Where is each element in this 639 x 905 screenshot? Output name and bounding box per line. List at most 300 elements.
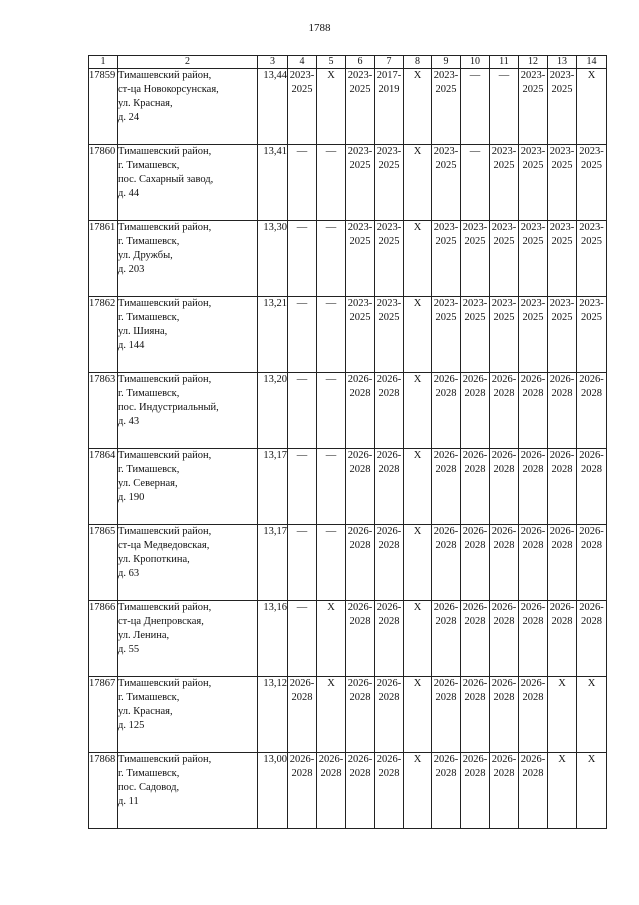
period-cell <box>375 69 404 145</box>
address-line: г. Тимашевск, <box>118 692 180 703</box>
address-line: д. 190 <box>118 492 145 503</box>
period-start: 2023- <box>376 298 402 309</box>
period-start: 2023- <box>549 146 575 157</box>
period-cell <box>490 297 519 373</box>
period-start: 2026- <box>579 526 604 537</box>
period-start: 2026- <box>462 678 488 689</box>
period-cell <box>577 145 607 221</box>
period-cell: X <box>404 753 432 829</box>
period-cell <box>548 297 577 373</box>
address-line: пос. Садовод, <box>118 782 180 793</box>
period-start: 2026- <box>433 602 459 613</box>
address-line: Тимашевский район, <box>118 374 212 385</box>
period-cell <box>548 449 577 525</box>
header-row <box>89 56 607 69</box>
row-number: 17868 <box>89 753 118 829</box>
period-cell <box>375 145 404 221</box>
address-line: Тимашевский район, <box>118 602 212 613</box>
period-cell <box>548 601 577 677</box>
period-end: 2025 <box>493 236 515 247</box>
period-end: 2025 <box>522 84 544 95</box>
period-cell: X <box>404 145 432 221</box>
column-header: 5 <box>317 56 346 69</box>
period-cell: X <box>404 221 432 297</box>
period-start: 2026- <box>318 754 344 765</box>
period-end: 2028 <box>522 540 544 551</box>
page-number: 1788 <box>308 22 331 34</box>
address-cell <box>118 69 258 145</box>
row-number: 17864 <box>89 449 118 525</box>
table-row <box>89 449 607 525</box>
period-start: 2026- <box>433 678 459 689</box>
period-end: 2028 <box>522 616 544 627</box>
period-end: 2028 <box>551 464 573 475</box>
period-end: 2025 <box>435 84 457 95</box>
period-cell <box>432 753 461 829</box>
column-header: 6 <box>346 56 375 69</box>
address-line: ст-ца Днепровская, <box>118 616 204 627</box>
period-start: 2023- <box>376 146 402 157</box>
period-cell <box>461 449 490 525</box>
period-start: 2026- <box>491 450 517 461</box>
period-end: 2028 <box>435 616 457 627</box>
period-end: 2028 <box>581 388 602 399</box>
period-end: 2028 <box>464 388 486 399</box>
period-end: 2028 <box>378 692 400 703</box>
address-line: ст-ца Новокорсунская, <box>118 84 219 95</box>
period-end: 2025 <box>493 312 515 323</box>
period-cell: — <box>490 69 519 145</box>
period-end: 2028 <box>581 464 602 475</box>
period-start: 2023- <box>491 222 517 233</box>
address-line: д. 24 <box>118 112 140 123</box>
period-end: 2025 <box>435 160 457 171</box>
period-cell <box>288 753 317 829</box>
period-cell: — <box>317 297 346 373</box>
period-cell <box>461 601 490 677</box>
period-start: 2026- <box>491 374 517 385</box>
address-line: д. 63 <box>118 568 140 579</box>
period-end: 2028 <box>349 768 371 779</box>
period-start: 2026- <box>289 678 315 689</box>
value-cell: 13,30 <box>258 221 288 297</box>
period-cell <box>577 449 607 525</box>
period-end: 2028 <box>291 768 313 779</box>
period-start: 2026- <box>433 374 459 385</box>
address-line: д. 44 <box>118 188 140 199</box>
period-cell <box>346 145 375 221</box>
period-start: 2023- <box>433 70 459 81</box>
period-start: 2026- <box>520 374 546 385</box>
period-end: 2025 <box>581 312 602 323</box>
period-cell <box>577 373 607 449</box>
address-line: г. Тимашевск, <box>118 160 180 171</box>
period-start: 2023- <box>289 70 315 81</box>
address-line: Тимашевский район, <box>118 526 212 537</box>
column-header: 1 <box>89 56 118 69</box>
period-cell: X <box>404 297 432 373</box>
period-start: 2026- <box>376 754 402 765</box>
period-cell <box>548 373 577 449</box>
period-start: 2026- <box>347 602 373 613</box>
address-line: д. 43 <box>118 416 140 427</box>
period-cell: — <box>317 145 346 221</box>
address-line: д. 203 <box>118 264 145 275</box>
period-end: 2028 <box>464 616 486 627</box>
value-cell: 13,17 <box>258 449 288 525</box>
period-end: 2025 <box>435 236 457 247</box>
period-end: 2028 <box>493 464 515 475</box>
period-end: 2025 <box>522 236 544 247</box>
period-cell: X <box>548 677 577 753</box>
period-start: 2023- <box>347 222 373 233</box>
address-cell <box>118 677 258 753</box>
period-cell: X <box>577 677 607 753</box>
period-start: 2026- <box>347 678 373 689</box>
period-cell <box>577 525 607 601</box>
period-end: 2028 <box>378 616 400 627</box>
table-row <box>89 525 607 601</box>
period-cell <box>490 753 519 829</box>
period-start: 2026- <box>347 754 373 765</box>
table-row <box>89 69 607 145</box>
period-cell <box>346 297 375 373</box>
period-start: 2023- <box>520 70 546 81</box>
address-line: Тимашевский район, <box>118 678 212 689</box>
period-start: 2026- <box>376 602 402 613</box>
address-line: Тимашевский район, <box>118 450 212 461</box>
period-end: 2028 <box>464 768 486 779</box>
period-end: 2028 <box>581 540 602 551</box>
period-start: 2026- <box>520 450 546 461</box>
period-cell: X <box>404 373 432 449</box>
period-start: 2023- <box>549 70 575 81</box>
address-line: Тимашевский район, <box>118 298 212 309</box>
value-cell: 13,41 <box>258 145 288 221</box>
period-cell <box>375 753 404 829</box>
period-end: 2025 <box>378 236 400 247</box>
period-end: 2028 <box>464 540 486 551</box>
value-cell: 13,20 <box>258 373 288 449</box>
period-cell <box>346 601 375 677</box>
period-cell <box>577 601 607 677</box>
period-cell <box>519 145 548 221</box>
period-end: 2028 <box>435 388 457 399</box>
period-end: 2028 <box>493 768 515 779</box>
period-cell <box>432 601 461 677</box>
period-cell <box>346 221 375 297</box>
period-cell: X <box>317 601 346 677</box>
table-row <box>89 601 607 677</box>
address-cell <box>118 145 258 221</box>
table-row <box>89 297 607 373</box>
column-header: 10 <box>461 56 490 69</box>
period-cell: X <box>404 601 432 677</box>
row-number: 17861 <box>89 221 118 297</box>
period-start: 2023- <box>491 298 517 309</box>
period-cell: X <box>317 69 346 145</box>
row-number: 17859 <box>89 69 118 145</box>
period-end: 2028 <box>581 616 602 627</box>
address-line: ул. Красная, <box>118 706 173 717</box>
period-start: 2023- <box>462 222 488 233</box>
period-end: 2028 <box>378 768 400 779</box>
period-end: 2028 <box>378 464 400 475</box>
period-start: 2026- <box>347 450 373 461</box>
address-cell <box>118 753 258 829</box>
period-start: 2023- <box>433 222 459 233</box>
period-start: 2026- <box>433 450 459 461</box>
address-line: г. Тимашевск, <box>118 312 180 323</box>
period-start: 2026- <box>549 526 575 537</box>
period-end: 2028 <box>349 616 371 627</box>
period-start: 2026- <box>376 450 402 461</box>
period-cell: X <box>317 677 346 753</box>
period-end: 2025 <box>493 160 515 171</box>
period-end: 2025 <box>349 236 371 247</box>
period-cell <box>346 753 375 829</box>
period-start: 2023- <box>433 146 459 157</box>
address-line: ул. Дружбы, <box>118 250 173 261</box>
table-row <box>89 221 607 297</box>
period-start: 2023- <box>520 298 546 309</box>
period-start: 2026- <box>579 450 604 461</box>
period-cell: — <box>288 525 317 601</box>
period-start: 2026- <box>579 374 604 385</box>
period-end: 2025 <box>551 84 573 95</box>
period-end: 2025 <box>349 160 371 171</box>
period-cell <box>432 373 461 449</box>
period-cell <box>288 677 317 753</box>
period-cell <box>519 525 548 601</box>
period-start: 2026- <box>549 374 575 385</box>
period-cell <box>432 677 461 753</box>
period-cell <box>288 69 317 145</box>
period-cell <box>432 69 461 145</box>
period-end: 2025 <box>551 236 573 247</box>
period-end: 2028 <box>493 388 515 399</box>
period-cell <box>519 373 548 449</box>
period-cell: — <box>461 145 490 221</box>
period-cell <box>490 449 519 525</box>
period-cell <box>432 525 461 601</box>
address-line: д. 125 <box>118 720 145 731</box>
period-start: 2026- <box>347 374 373 385</box>
period-start: 2026- <box>462 450 488 461</box>
period-end: 2028 <box>435 540 457 551</box>
address-line: г. Тимашевск, <box>118 464 180 475</box>
table-row <box>89 677 607 753</box>
address-line: ул. Кропоткина, <box>118 554 190 565</box>
period-end: 2025 <box>291 84 313 95</box>
period-cell <box>375 601 404 677</box>
period-cell <box>432 297 461 373</box>
period-start: 2026- <box>462 754 488 765</box>
period-end: 2025 <box>522 160 544 171</box>
period-start: 2026- <box>462 526 488 537</box>
column-header: 9 <box>432 56 461 69</box>
column-header: 13 <box>548 56 577 69</box>
period-cell <box>519 221 548 297</box>
period-end: 2028 <box>464 464 486 475</box>
address-line: пос. Индустриальный, <box>118 402 219 413</box>
row-number: 17866 <box>89 601 118 677</box>
column-header: 3 <box>258 56 288 69</box>
period-start: 2023- <box>347 146 373 157</box>
column-header: 12 <box>519 56 548 69</box>
period-end: 2025 <box>464 236 486 247</box>
value-cell: 13,12 <box>258 677 288 753</box>
period-cell <box>548 145 577 221</box>
period-cell <box>490 221 519 297</box>
period-end: 2028 <box>349 464 371 475</box>
period-end: 2028 <box>522 464 544 475</box>
address-line: Тимашевский район, <box>118 222 212 233</box>
period-end: 2028 <box>522 388 544 399</box>
period-cell: — <box>317 221 346 297</box>
period-start: 2026- <box>549 602 575 613</box>
period-end: 2025 <box>551 160 573 171</box>
period-end: 2028 <box>522 692 544 703</box>
period-cell: — <box>288 601 317 677</box>
row-number: 17860 <box>89 145 118 221</box>
period-start: 2026- <box>376 678 402 689</box>
period-end: 2025 <box>581 236 602 247</box>
period-cell: X <box>404 69 432 145</box>
period-cell <box>461 753 490 829</box>
period-end: 2025 <box>349 312 371 323</box>
table-row <box>89 373 607 449</box>
value-cell: 13,00 <box>258 753 288 829</box>
table-row <box>89 145 607 221</box>
period-cell <box>375 221 404 297</box>
period-start: 2026- <box>491 754 517 765</box>
period-cell <box>490 601 519 677</box>
period-cell <box>461 525 490 601</box>
period-start: 2023- <box>347 298 373 309</box>
address-line: д. 11 <box>118 796 139 807</box>
period-cell: — <box>288 449 317 525</box>
period-cell <box>548 221 577 297</box>
address-line: д. 55 <box>118 644 140 655</box>
period-end: 2028 <box>349 388 371 399</box>
period-cell <box>317 753 346 829</box>
period-cell: X <box>404 525 432 601</box>
column-header: 2 <box>118 56 258 69</box>
address-line: ул. Северная, <box>118 478 178 489</box>
period-start: 2026- <box>433 754 459 765</box>
period-cell <box>577 297 607 373</box>
period-start: 2026- <box>347 526 373 537</box>
period-cell <box>346 677 375 753</box>
period-cell <box>375 297 404 373</box>
period-end: 2028 <box>551 540 573 551</box>
period-cell <box>519 297 548 373</box>
period-cell: — <box>317 525 346 601</box>
column-header: 7 <box>375 56 404 69</box>
period-end: 2025 <box>581 160 602 171</box>
period-start: 2017- <box>376 70 402 81</box>
period-start: 2023- <box>433 298 459 309</box>
period-end: 2028 <box>378 388 400 399</box>
address-line: пос. Сахарный завод, <box>118 174 214 185</box>
period-end: 2025 <box>435 312 457 323</box>
period-cell: — <box>317 449 346 525</box>
period-cell <box>490 677 519 753</box>
period-start: 2023- <box>520 222 546 233</box>
period-cell <box>346 449 375 525</box>
period-cell: — <box>288 373 317 449</box>
period-end: 2028 <box>522 768 544 779</box>
period-cell <box>461 373 490 449</box>
period-cell <box>548 69 577 145</box>
period-end: 2028 <box>320 768 342 779</box>
period-end: 2028 <box>464 692 486 703</box>
address-line: г. Тимашевск, <box>118 768 180 779</box>
period-start: 2023- <box>520 146 546 157</box>
period-cell <box>375 373 404 449</box>
period-cell <box>432 221 461 297</box>
period-end: 2028 <box>349 692 371 703</box>
period-cell <box>519 601 548 677</box>
column-header: 11 <box>490 56 519 69</box>
column-header: 4 <box>288 56 317 69</box>
period-end: 2028 <box>291 692 313 703</box>
address-line: ул. Ленина, <box>118 630 170 641</box>
period-cell <box>375 677 404 753</box>
period-cell <box>519 677 548 753</box>
period-end: 2025 <box>378 160 400 171</box>
row-number: 17862 <box>89 297 118 373</box>
address-line: ст-ца Медведовская, <box>118 540 210 551</box>
period-start: 2026- <box>491 678 517 689</box>
period-cell <box>490 145 519 221</box>
period-end: 2028 <box>493 616 515 627</box>
period-start: 2026- <box>549 450 575 461</box>
period-start: 2026- <box>376 374 402 385</box>
period-cell: — <box>288 145 317 221</box>
period-start: 2026- <box>491 602 517 613</box>
period-start: 2023- <box>376 222 402 233</box>
address-line: Тимашевский район, <box>118 146 212 157</box>
period-cell <box>519 69 548 145</box>
value-cell: 13,44 <box>258 69 288 145</box>
column-header: 8 <box>404 56 432 69</box>
address-cell <box>118 373 258 449</box>
period-start: 2026- <box>520 526 546 537</box>
period-end: 2028 <box>435 464 457 475</box>
period-cell <box>461 677 490 753</box>
period-cell <box>346 373 375 449</box>
address-line: Тимашевский район, <box>118 70 212 81</box>
value-cell: 13,21 <box>258 297 288 373</box>
period-end: 2028 <box>378 540 400 551</box>
period-end: 2028 <box>435 692 457 703</box>
period-start: 2023- <box>549 222 575 233</box>
period-cell <box>375 449 404 525</box>
period-cell <box>432 145 461 221</box>
period-start: 2026- <box>520 754 546 765</box>
period-start: 2026- <box>579 602 604 613</box>
period-end: 2025 <box>522 312 544 323</box>
period-start: 2023- <box>462 298 488 309</box>
period-cell: X <box>404 677 432 753</box>
table-body <box>89 69 607 829</box>
period-cell <box>548 525 577 601</box>
period-cell: — <box>461 69 490 145</box>
period-end: 2019 <box>378 84 400 95</box>
column-header: 14 <box>577 56 607 69</box>
